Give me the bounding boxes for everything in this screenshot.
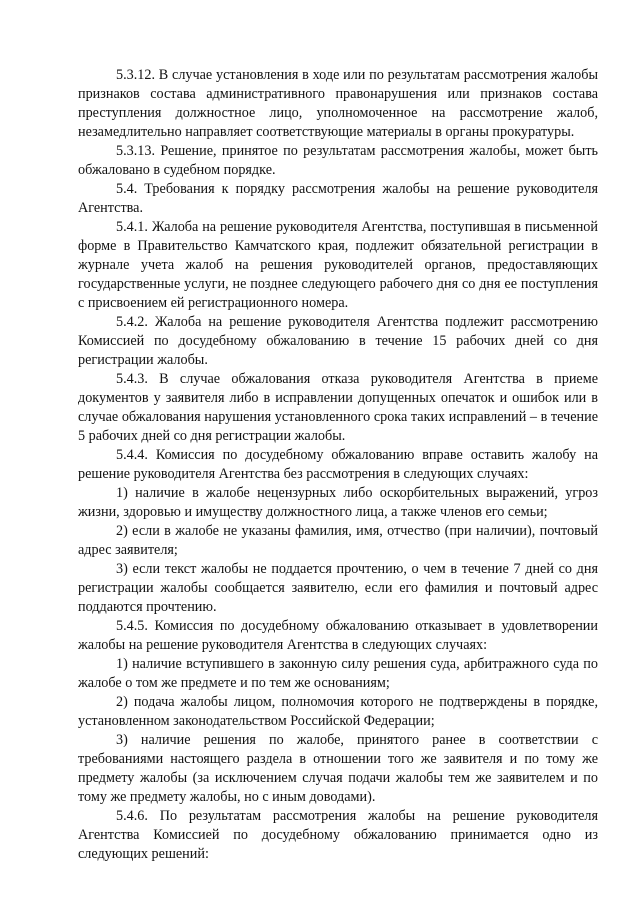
paragraph-5-4-1: 5.4.1. Жалоба на решение руководителя Агентства, поступившая в письменной форме в Правительство Камчатского края, подлежит обязательной регистрации в журнале учета жалоб на решения руководителей органов, предоставляющих государственные услуги, не позднее следующего рабочего дня со дня ее поступления с присвоением ей регистрационного номера. [78, 219, 598, 311]
list-item-5-4-5-2: 2) подача жалобы лицом, полномочия которого не подтверждены в порядке, установленном законодательством Российской Федерации; [78, 694, 598, 729]
list-item-5-4-4-3: 3) если текст жалобы не поддается прочтению, о чем в течение 7 дней со дня регистрации жалобы сообщается заявителю, если его фамилия и почтовый адрес поддаются прочтению. [78, 561, 598, 615]
section-heading-5-4: 5.4. Требования к порядку рассмотрения жалобы на решение руководителя Агентства. [78, 181, 598, 216]
paragraph-5-4-5: 5.4.5. Комиссия по досудебному обжалованию отказывает в удовлетворении жалобы на решение руководителя Агентства в следующих случаях: [78, 618, 598, 653]
paragraph-5-4-6: 5.4.6. По результатам рассмотрения жалобы на решение руководителя Агентства Комиссией по досудебному обжалованию принимается одно из следующих решений: [78, 808, 598, 862]
list-item-5-4-4-2: 2) если в жалобе не указаны фамилия, имя, отчество (при наличии), почтовый адрес заявителя; [78, 523, 598, 558]
paragraph-5-4-4: 5.4.4. Комиссия по досудебному обжалованию вправе оставить жалобу на решение руководителя Агентства без рассмотрения в следующих случаях: [78, 447, 598, 482]
document-page [78, 66, 598, 864]
paragraph-5-3-12: 5.3.12. В случае установления в ходе или по результатам рассмотрения жалобы признаков состава административного правонарушения или признаков состава преступления должностное лицо, уполномоченное на рассмотрение жалоб, незамедлительно направляет соответствующие материалы в органы прокуратуры. [78, 67, 598, 140]
list-item-5-4-5-3: 3) наличие решения по жалобе, принятого ранее в соответствии с требованиями настоящего раздела в отношении того же заявителя и по тому же предмету жалобы (за исключением случая подачи жалобы тем же заявителем и по тому же предмету жалобы, но с иным доводами). [78, 732, 598, 805]
paragraph-5-4-2: 5.4.2. Жалоба на решение руководителя Агентства подлежит рассмотрению Комиссией по досудебному обжалованию в течение 15 рабочих дней со дня регистрации жалобы. [78, 314, 598, 368]
paragraph-5-4-3: 5.4.3. В случае обжалования отказа руководителя Агентства в приеме документов у заявителя либо в исправлении допущенных опечаток и ошибок или в случае обжалования нарушения установленного срока таких исправлений – в течение 5 рабочих дней со дня регистрации жалобы. [78, 371, 598, 444]
list-item-5-4-4-1: 1) наличие в жалобе нецензурных либо оскорбительных выражений, угроз жизни, здоровью и имуществу должностного лица, а также членов его семьи; [78, 485, 598, 520]
list-item-5-4-5-1: 1) наличие вступившего в законную силу решения суда, арбитражного суда по жалобе о том же предмете и по тем же основаниям; [78, 656, 598, 691]
paragraph-5-3-13: 5.3.13. Решение, принятое по результатам рассмотрения жалобы, может быть обжаловано в судебном порядке. [78, 143, 598, 178]
